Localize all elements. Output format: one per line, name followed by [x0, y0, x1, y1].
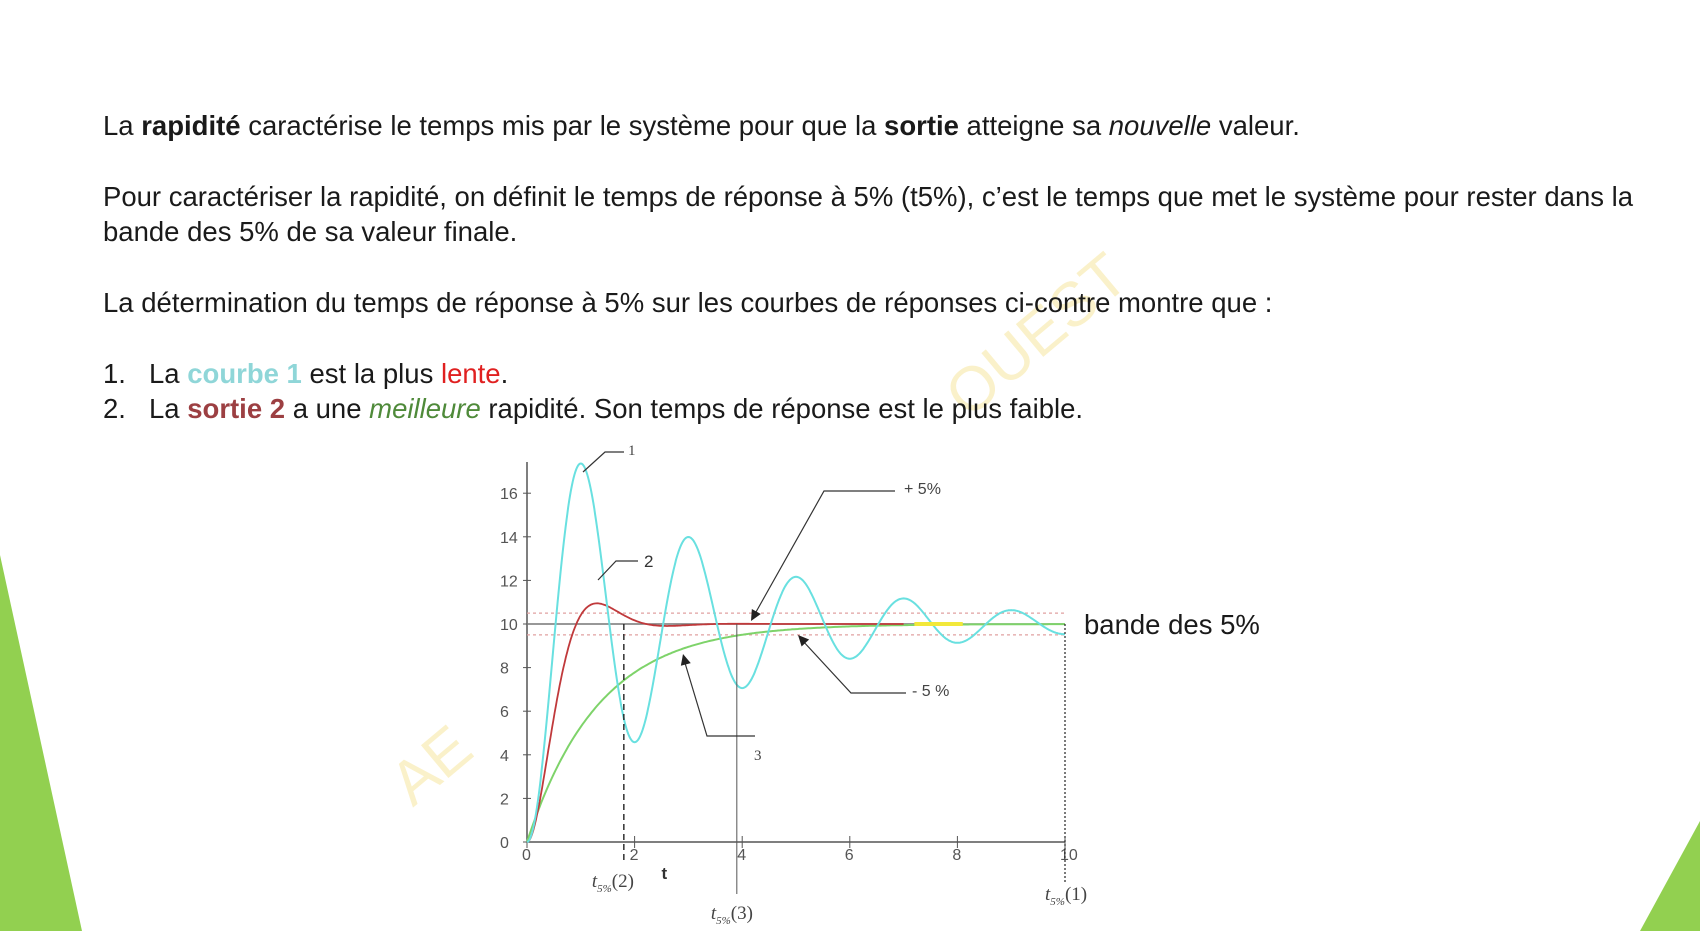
curve-3-arrow — [681, 654, 691, 666]
paragraph-definition: Pour caractériser la rapidité, on définit le temps de réponse à 5% (t5%), c’est le temps que met le système pour rester dans la bande des 5% de sa valeur finale. — [103, 181, 1634, 247]
x-tick-label: 2 — [629, 847, 639, 864]
band-upper-leader — [756, 491, 895, 612]
band-lower-leader — [802, 640, 906, 693]
y-tick-label: 12 — [500, 573, 518, 591]
y-tick-label: 6 — [500, 704, 509, 722]
watermark-left: AE — [377, 712, 486, 819]
band-upper-label: + 5% — [904, 481, 941, 498]
list-item: 1. La courbe 1 est la plus lente. — [103, 358, 509, 389]
curve-1 — [527, 464, 1065, 843]
band-upper-arrow — [751, 609, 761, 621]
paragraph-determination: La détermination du temps de réponse à 5% sur les courbes de réponses ci-contre montre que : — [103, 287, 1273, 318]
x-tick-label: 6 — [844, 847, 854, 864]
curve-3 — [527, 624, 1065, 842]
x-axis-label: t — [661, 864, 668, 883]
paragraph-rapidite: La rapidité caractérise le temps mis par le système pour que la sortie atteigne sa nouvelle valeur. — [103, 110, 1300, 141]
y-tick-label: 16 — [500, 486, 518, 504]
y-tick-label: 10 — [500, 617, 518, 634]
y-tick-label: 14 — [500, 529, 518, 547]
response-time-label-3: $t_{5\%}(3)$ — [710, 903, 753, 927]
curve-2-label: 2 — [644, 552, 654, 571]
band-lower-label: - 5 % — [912, 683, 950, 700]
y-tick-label: 4 — [500, 747, 509, 765]
band-lower-arrow — [798, 635, 809, 646]
band-label: bande des 5% — [1084, 609, 1260, 640]
response-time-label-2: $t_{5\%}(2)$ — [591, 871, 634, 895]
y-tick-label: 0 — [500, 835, 509, 852]
watermark-right: OUEST — [932, 240, 1141, 431]
list-item: 2. La sortie 2 a une meilleure rapidité. Son temps de réponse est le plus faible. — [103, 393, 1084, 424]
curve-1-leader — [583, 452, 624, 472]
x-tick-label: 8 — [952, 847, 962, 864]
y-tick-label: 8 — [500, 660, 509, 678]
x-tick-label: 0 — [522, 847, 531, 864]
curve-3-label: 3 — [754, 748, 762, 764]
y-tick-label: 2 — [500, 791, 509, 809]
x-tick-label: 10 — [1060, 847, 1078, 864]
response-time-label-1: $t_{5\%}(1)$ — [1045, 884, 1088, 908]
x-tick-label: 4 — [737, 847, 747, 864]
curve-1-label: 1 — [628, 443, 636, 459]
curve-3-leader — [685, 663, 755, 736]
